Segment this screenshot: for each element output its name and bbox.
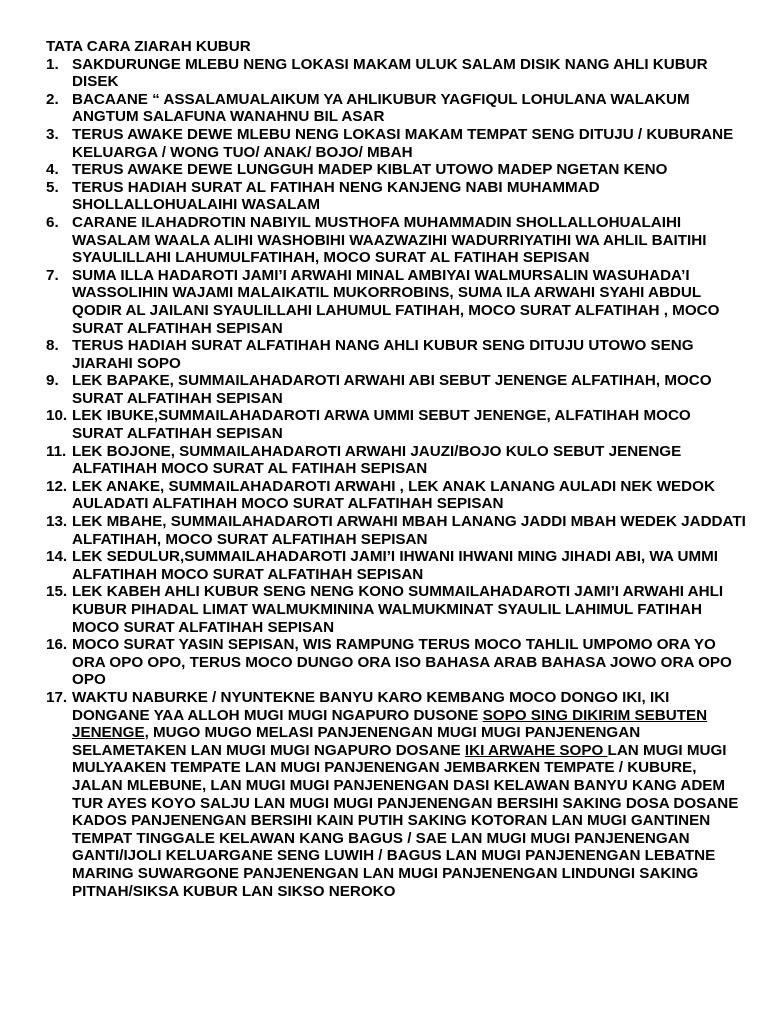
step-text: TERUS HADIAH SURAT AL FATIHAH NENG KANJENG NABI MUHAMMAD SHOLLALLOHUALAIHI WASALAM xyxy=(72,178,600,214)
step-text: TERUS AWAKE DEWE MLEBU NENG LOKASI MAKAM TEMPAT SENG DITUJU / KUBURANE KELUARGA / WONG TUO/ ANAK/ BOJO/ MBAH xyxy=(72,125,734,161)
document-page xyxy=(46,38,746,900)
step-number: 17. xyxy=(46,688,68,706)
step-text: BACAANE “ ASSALAMUALAIKUM YA AHLIKUBUR YAGFIQUL LOHULANA WALAKUM ANGTUM SALAFUNA WANAHNU BIL ASAR xyxy=(72,90,690,126)
list-item xyxy=(46,407,746,442)
step-text: MOCO SURAT YASIN SEPISAN, WIS RAMPUNG TERUS MOCO TAHLIL UMPOMO ORA YO ORA OPO OPO, TERUS MOCO DUNGO ORA ISO BAHASA ARAB BAHASA JOWO ORA OPO OPO xyxy=(72,636,732,689)
list-item xyxy=(46,372,746,407)
step-number: 14. xyxy=(46,548,68,566)
step-number: 16. xyxy=(46,636,68,654)
document-title: TATA CARA ZIARAH KUBUR xyxy=(46,38,251,55)
steps-list xyxy=(46,56,746,901)
list-item xyxy=(46,161,746,179)
list-item xyxy=(46,583,746,636)
step-number: 15. xyxy=(46,583,68,601)
step-text: LEK KABEH AHLI KUBUR SENG NENG KONO SUMMAILAHADAROTI JAMI’I ARWAHI AHLI KUBUR PIHADAL LIMAT WALMUKMININA WALMUKMINAT SYAULIL LAHIMUL FATIHAH MOCO SURAT ALFATIHAH SEPISAN xyxy=(72,583,724,636)
step-number: 1. xyxy=(46,55,59,73)
step-text: LEK BAPAKE, SUMMAILAHADAROTI ARWAHI ABI SEBUT JENENGE ALFATIHAH, MOCO SURAT ALFATIHAH SEPISAN xyxy=(72,372,712,407)
step-number: 6. xyxy=(46,213,59,231)
step-text: SUMA ILLA HADAROTI JAMI’I ARWAHI MINAL AMBIYAI WALMURSALIN WASUHADA’I WASSOLIHIN WAJAMI MALAIKATIL MUKORROBINS, SUMA ILA ARWAHI SYAHI ABDUL QODIR AL JAILANI SYAULILLAHI LAHUMUL FATIHAH, MOCO SURAT ALFATIHAH , MOCO SURAT ALFATIHAH SEPISAN xyxy=(72,266,720,337)
list-item xyxy=(46,56,746,91)
step-number: 4. xyxy=(46,161,59,179)
step-number: 8. xyxy=(46,337,59,355)
underlined-placeholder: IKI ARWAHE SOPO xyxy=(464,741,608,759)
step-text: LEK MBAHE, SUMMAILAHADAROTI ARWAHI MBAH LANANG JADDI MBAH WEDEK JADDATI ALFATIHAH, MOCO SURAT ALFATIHAH SEPISAN xyxy=(72,513,746,548)
step-number: 12. xyxy=(46,477,68,495)
step-text: LEK BOJONE, SUMMAILAHADAROTI ARWAHI JAUZI/BOJO KULO SEBUT JENENGE ALFATIHAH MOCO SURAT AL FATIHAH SEPISAN xyxy=(72,442,682,478)
step-text-part: WAKTU NABURKE / NYUNTEKNE BANYU KARO KEMBANG MOCO DONGO IKI, IKI DONGANE YAA ALLOH MUGI MUGI NGAPURO DUSONE xyxy=(72,688,670,724)
list-item xyxy=(46,126,746,161)
underlined-placeholder: SOPO SING DIKIRIM SEBUTEN JENENGE xyxy=(72,706,708,742)
step-number: 7. xyxy=(46,266,59,284)
step-number: 9. xyxy=(46,372,59,390)
list-item xyxy=(46,689,746,900)
list-item xyxy=(46,636,746,689)
step-number: 11. xyxy=(46,442,67,460)
list-item xyxy=(46,478,746,513)
step-text: CARANE ILAHADROTIN NABIYIL MUSTHOFA MUHAMMADIN SHOLLALLOHUALAIHI WASALAM WAALA ALIHI WASHOBIHI WAAZWAZIHI WADURRIYATIHI WA AHLIL BAITIHI SYAULILLAHI LAHUMULFATIHAH, MOCO SURAT AL FATIHAH SEPISAN xyxy=(72,213,707,267)
step-text xyxy=(72,689,746,900)
step-number: 3. xyxy=(46,125,59,143)
step-text: TERUS AWAKE DEWE LUNGGUH MADEP KIBLAT UTOWO MADEP NGETAN KENO xyxy=(72,161,668,179)
step-number: 5. xyxy=(46,178,59,196)
list-item xyxy=(46,267,746,337)
list-item xyxy=(46,179,746,214)
list-item xyxy=(46,214,746,267)
step-text: LEK SEDULUR,SUMMAILAHADAROTI JAMI’I IHWANI IHWANI MING JIHADI ABI, WA UMMI ALFATIHAH MOCO SURAT ALFATIHAH SEPISAN xyxy=(72,548,719,583)
step-number: 13. xyxy=(46,513,68,531)
list-item xyxy=(46,337,746,372)
step-text: SAKDURUNGE MLEBU NENG LOKASI MAKAM ULUK SALAM DISIK NANG AHLI KUBUR DISEK xyxy=(72,55,708,91)
step-text: LEK IBUKE,SUMMAILAHADAROTI ARWA UMMI SEBUT JENENGE, ALFATIHAH MOCO SURAT ALFATIHAH SEPISAN xyxy=(72,407,691,443)
list-item xyxy=(46,513,746,548)
list-item xyxy=(46,443,746,478)
step-text: LEK ANAKE, SUMMAILAHADAROTI ARWAHI , LEK ANAK LANANG AULADI NEK WEDOK AULADATI ALFATIHAH MOCO SURAT ALFATIHAH SEPISAN xyxy=(72,477,715,513)
step-text: TERUS HADIAH SURAT ALFATIHAH NANG AHLI KUBUR SENG DITUJU UTOWO SENG JIARAHI SOPO xyxy=(72,337,694,372)
list-item xyxy=(46,548,746,583)
step-text-part: LAN MUGI MUGI MULYAAKEN TEMPATE LAN MUGI PANJENENGAN JEMBARKEN TEMPATE / KUBURE, JALAN MLEBUNE, LAN MUGI MUGI PANJENENGAN DASI KELAWAN BANYU KANG ADEM TUR AYES KOYO SALJU LAN MUGI MUGI PANJENENGAN BERSIHI SAKING DOSA DOSANE KADOS PANJENENGAN BERSIHI KAIN PUTIH SAKING KOTORAN LAN MUGI GANTINEN TEMPAT TINGGALE KELAWAN KANG BAGUS / SAE LAN MUGI MUGI PANJENENGAN GANTI/IJOLI KELUARGANE SENG LUWIH / BAGUS LAN MUGI PANJENENGAN LEBATNE MARING SUWARGONE PANJENENGAN LAN MUGI PANJENENGAN LINDUNGI SAKING PITNAH/SIKSA KUBUR LAN SIKSO NEROKO xyxy=(72,741,739,900)
list-item xyxy=(46,91,746,126)
step-number: 10. xyxy=(46,407,68,425)
step-number: 2. xyxy=(46,90,59,108)
step-text-part: , MUGO MUGO MELASI PANJENENGAN MUGI MUGI PANJENENGAN SELAMETAKEN LAN MUGI MUGI NGAPURO DOSANE xyxy=(72,724,641,759)
